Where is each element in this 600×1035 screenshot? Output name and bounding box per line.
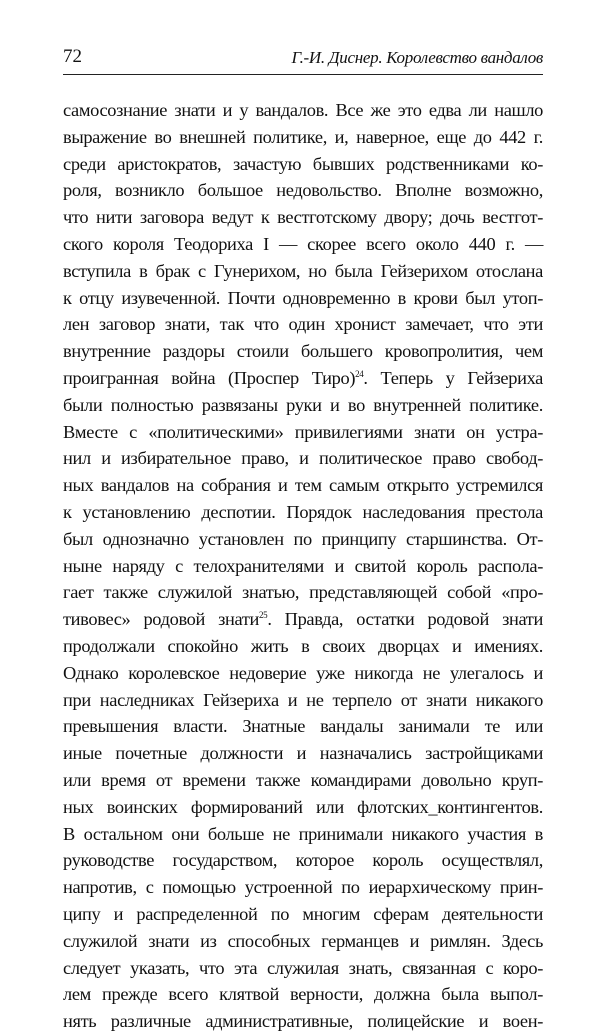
- text-line: [63, 553, 543, 580]
- text-line: [63, 579, 543, 606]
- text-line: [63, 204, 543, 231]
- line-text: ных воинских формирований или флотских_контингентов.: [63, 796, 543, 817]
- line-text: превышения власти. Знатные вандалы занимали те или: [63, 716, 543, 737]
- footnote-reference: 25: [259, 610, 268, 621]
- text-line: [63, 767, 543, 794]
- text-line: [63, 1008, 543, 1035]
- text-line: [63, 847, 543, 874]
- text-line: [63, 365, 543, 392]
- text-line: [63, 687, 543, 714]
- line-text: вступила в брак с Гунерихом, но была Гейзерихом отослана: [63, 260, 543, 281]
- line-text: иные почетные должности и назначались застройщиками: [63, 743, 543, 764]
- line-text: что нити заговора ведут к вестготскому двору; дочь вестгот-: [63, 207, 543, 228]
- text-line: [63, 821, 543, 848]
- text-line: [63, 392, 543, 419]
- text-line: [63, 660, 543, 687]
- text-line: [63, 526, 543, 553]
- line-text: лем прежде всего клятвой верности, должна была выпол-: [63, 984, 543, 1005]
- line-text: среди аристократов, зачастую бывших родственниками ко-: [63, 153, 543, 174]
- text-line: [63, 311, 543, 338]
- running-header: [63, 46, 543, 75]
- line-text: роля, возникло большое недовольство. Вполне возможно,: [63, 180, 543, 201]
- text-line: [63, 874, 543, 901]
- line-text: был однозначно установлен по принципу старшинства. От-: [63, 528, 543, 549]
- text-line: [63, 419, 543, 446]
- text-line: [63, 499, 543, 526]
- text-line: [63, 472, 543, 499]
- line-text: руководстве государством, которое король осуществлял,: [63, 850, 543, 871]
- text-line: [63, 338, 543, 365]
- line-text: ныне наряду с телохранителями и свитой король распола-: [63, 555, 543, 576]
- line-text: напротив, с помощью устроенной по иерархическому прин-: [63, 877, 543, 898]
- text-line: [63, 713, 543, 740]
- line-text: при наследниках Гейзериха и не терпело от знати никакого: [63, 689, 543, 710]
- line-text: нять различные административные, полицейские и воен-: [63, 1011, 543, 1032]
- line-text-continued: . Правда, остатки родовой знати: [267, 609, 543, 630]
- line-text: ципу и распределенной по многим сферам деятельности: [63, 903, 543, 924]
- text-line: [63, 445, 543, 472]
- text-line: [63, 231, 543, 258]
- line-text: к отцу изувеченной. Почти одновременно в крови был утоп-: [63, 287, 543, 308]
- text-line: [63, 97, 543, 124]
- text-line: [63, 177, 543, 204]
- text-line: [63, 794, 543, 821]
- line-text: проигранная война (Проспер Тиро): [63, 367, 356, 388]
- footnote-reference: 24: [355, 368, 364, 379]
- line-text: Вместе с «политическими» привилегиями знати он устра-: [63, 421, 543, 442]
- line-text: были полностью развязаны руки и во внутренней политике.: [63, 394, 543, 415]
- text-line: [63, 606, 543, 633]
- text-line: [63, 124, 543, 151]
- running-title: Г.-И. Диснер. Королевство вандалов: [291, 48, 543, 67]
- text-line: [63, 955, 543, 982]
- line-text: к установлению деспотии. Порядок наследования престола: [63, 501, 543, 522]
- text-line: [63, 285, 543, 312]
- line-text: В остальном они больше не принимали никакого участия в: [63, 823, 543, 844]
- text-line: [63, 151, 543, 178]
- line-text: лен заговор знати, так что один хронист замечает, что эти: [63, 314, 543, 335]
- text-line: [63, 928, 543, 955]
- page-number: 72: [63, 46, 82, 67]
- line-text: тивовес» родовой знати: [63, 609, 260, 630]
- line-text-continued: . Теперь у Гейзериха: [363, 367, 543, 388]
- text-line: [63, 633, 543, 660]
- line-text: самосознание знати и у вандалов. Все же это едва ли нашло: [63, 100, 543, 120]
- text-line: [63, 740, 543, 767]
- line-text: ского короля Теодориха I — скорее всего около 440 г. —: [63, 233, 543, 254]
- line-text: выражение во внешней политике, и, наверное, еще до 442 г.: [63, 126, 543, 147]
- line-text: продолжали спокойно жить в своих дворцах и имениях.: [63, 635, 543, 656]
- line-text: внутренние раздоры стоили большего кровопролития, чем: [63, 341, 543, 362]
- line-text: или время от времени также командирами довольно круп-: [63, 769, 543, 790]
- line-text: служилой знати из способных германцев и римлян. Здесь: [63, 930, 543, 951]
- text-line: [63, 981, 543, 1008]
- line-text: следует указать, что эта служилая знать, связанная с коро-: [63, 957, 543, 978]
- text-line: [63, 258, 543, 285]
- line-text: ных вандалов на собрания и тем самым открыто устремился: [63, 475, 543, 496]
- line-text: гает также служилой знатью, представляющей собой «про-: [63, 582, 543, 603]
- line-text: Однако королевское недоверие уже никогда не улегалось и: [63, 662, 543, 683]
- body-text: [63, 97, 543, 1035]
- text-line: [63, 901, 543, 928]
- line-text: нил и избирательное право, и политическое право свобод-: [63, 448, 543, 469]
